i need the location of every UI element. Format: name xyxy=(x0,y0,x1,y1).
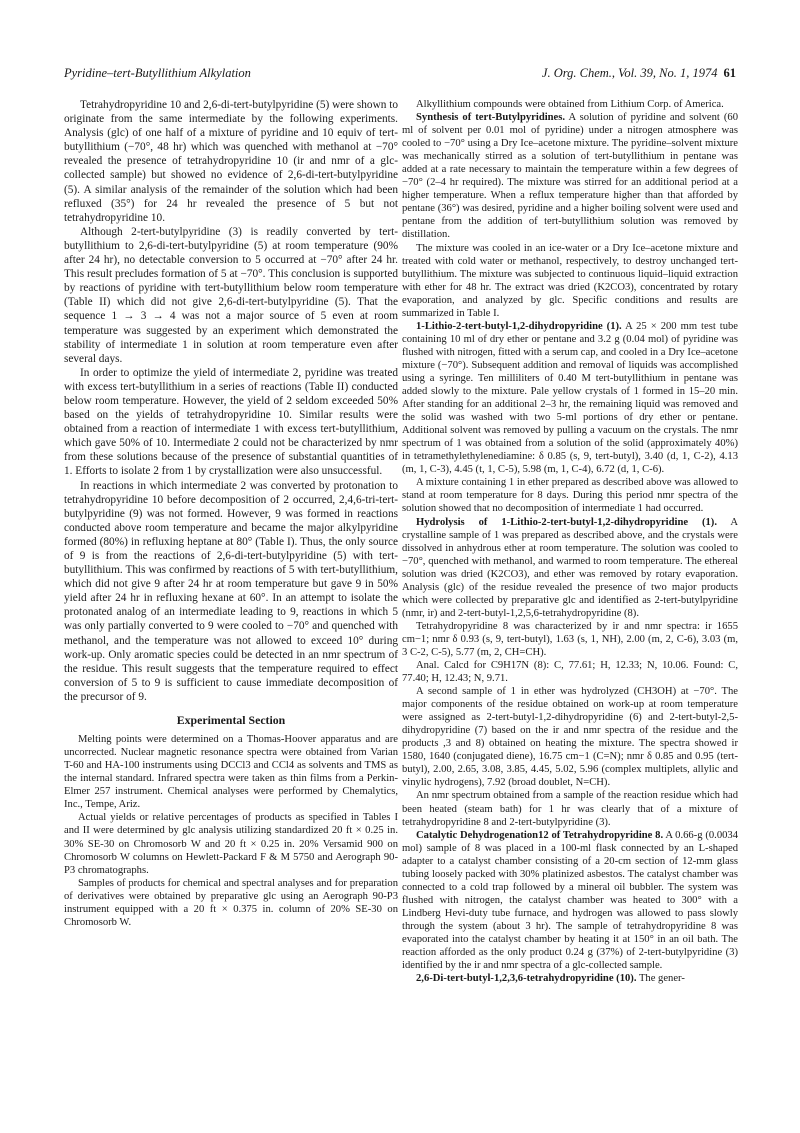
paragraph-text: A 0.66-g (0.0034 mol) sample of 8 was placed in a 100-ml flask connected by an L-shaped adapter to a catalyst chamber consisting of a 20-cm section of 12-mm glass tubing loosely packed with 30% platinized asbestos. The catalyst chamber was connected to a cold trap followed by a mineral oil bubbler. The system was flushed with nitrogen, the catalyst chamber was heated to 300° with a Lindberg Hevi-duty tube furnace, and hydrogen was allowed to pass slowly through the system (about 3 hr). The sample of tetrahydropyridine 8 was evaporated into the catalyst chamber by heating it at 150° in an oil bath. The reaction afforded as the only product 0.24 g (37%) of 2-tert-butylpyridine (3) identified by the ir and nmr spectra of a glc-collected sample. xyxy=(402,829,739,972)
section-heading: Experimental Section xyxy=(176,713,286,728)
paragraph: Anal. Calcd for C9H17N (8): C, 77.61; H, 12.33; N, 10.06. Found: C, 77.40; H, 12.43; N, 9.71. xyxy=(402,660,738,685)
paragraph-text: A 25 × 200 mm test tube containing 10 ml of dry ether or pentane and 3.2 g (0.04 mol) of pyridine was flushed with nitrogen, fitted with a serum cap, and cooled in a Dry Ice–acetone mixture (−70°). Subsequent addition and removal of liquids was accomplished using a syringe. Ten milliliters of 0.40 M tert-butyllithium in pentane was added slowly to the mixture. Pale yellow crystals of 1 formed in 15–20 min. After standing for an additional 2–3 hr, the remaining liquid was removed and the solid was washed with two 5-ml portions of dry ether or pentane. Additional solvent was removed by pulling a vacuum on the crystals. The nmr spectrum of 1 was obtained from a solution of the solid (approximately 40%) in tetramethylethylenediamine: δ 0.85 (s, 9, tert-butyl), 3.40 (d, 1, C-2), 4.13 (m, 1, C-3), 4.45 (t, 1, C-5), 5.98 (m, 1, C-4), 6.72 (d, 1, C-6). xyxy=(402,320,738,476)
journal-citation: J. Org. Chem., Vol. 39, No. 1, 1974 61 xyxy=(541,66,736,80)
running-title: Pyridine–tert-Butyllithium Alkylation xyxy=(64,66,251,80)
paragraph: Tetrahydropyridine 8 was characterized by ir and nmr spectra: ir 1655 cm−1; nmr δ 0.93 (s, 9, tert-butyl), 1.63 (s, 1, NH), 2.00 (m, 2, C-6), 3.03 (m, 3 C-2, C-5), 5.77 (m, 2, CH=CH). xyxy=(402,620,738,658)
paragraph xyxy=(402,972,738,985)
paragraph: Alkyllithium compounds were obtained from Lithium Corp. of America. xyxy=(416,99,724,110)
paragraph: Samples of products for chemical and spectral analyses and for preparation of derivatives were obtained by preparative glc using an Aerograph 90-P3 instrument equipped with a 20 ft × 0.375 in. column of 20% SE-30 on Chromosorb W. xyxy=(64,877,398,928)
paragraph: Melting points were determined on a Thomas-Hoover apparatus and are uncorrected. Nuclear magnetic resonance spectra were obtained from Varian T-60 and HA-100 instruments using DCCl3 and CCl4 as solvents and TMS as the internal standard. Infrared spectra were taken as thin films from a Perkin-Elmer 257 instrument. Chemical analyses were performed by Chemalytics, Inc., Tempe, Ariz. xyxy=(64,734,398,811)
run-in-heading: Hydrolysis of 1-Lithio-2-tert-butyl-1,2-dihydropyridine (1). xyxy=(416,516,717,528)
paragraph: In order to optimize the yield of intermediate 2, pyridine was treated with excess tert-butyllithium in a series of reactions (Table II) conducted below room temperature. However, the yield of 2 seldom exceeded 50% based on the yields of tetrahydropyridine 10. Similar results were obtained from a reaction of intermediate 1 with excess tert-butyllithium, which gave 50% of 10. Intermediate 2 could not be characterized by nmr from these solutions because of the presence of substantial quantities of 1. Efforts to isolate 2 from 1 by crystallization were also unsuccessful. xyxy=(64,366,398,478)
paragraph: The mixture was cooled in an ice-water or a Dry Ice–acetone mixture and treated with cold water or methanol, respectively, to destroy unchanged tert-butyllithium. The mixture was subjected to continuous liquid–liquid extraction with ether for 48 hr. The extract was dried (K2CO3), concentrated by rotary evaporation, and analyzed by glc. Specific conditions and results are summarized in Table I. xyxy=(402,242,738,319)
paragraph: In reactions in which intermediate 2 was converted by protonation to tetrahydropyridine 10 before decomposition of 2 occurred, 2,4,6-tri-tert-butylpyridine (9) was not formed. However, 9 was formed in reactions conducted above room temperature and became the major alkylpyridine formed (80%) in refluxing heptane at 80° (Table I). Thus, the only source of 9 is from the reactions of 2,6-di-tert-butylpyridine (5) with tert-butyllithium. This was confirmed by reactions of 5 with tert-butyllithium, which did not give 9 after 24 hr at room temperature but gave 9 in 50% yield after 24 hr in refluxing hexane at 60°. In an attempt to isolate the protonated analog of an intermediate leading to 9, reactions in which 5 was only partially converted to 9 were cooled to −70° and quenched with methanol, and the temperature was not allowed to exceed 10° during work-up. Only aromatic species could be detected in an nmr spectrum of the residue. This result suggests that the temperature required to effect conversion of 5 to 9 is sufficient to cause immediate decomposition of the precursor of 9. xyxy=(64,479,398,703)
paragraph: A mixture containing 1 in ether prepared as described above was allowed to stand at room temperature for 8 days. During this period nmr spectra of the solution showed that no decomposition of intermediate 1 had occurred. xyxy=(402,477,738,515)
paragraph: Tetrahydropyridine 10 and 2,6-di-tert-butylpyridine (5) were shown to originate from the same intermediate by the following experiments. Analysis (glc) of one half of a mixture of pyridine and 10 equiv of tert-butyllithium (−70°, 48 hr) which was quenched with methanol at −70° revealed the presence of tetrahydropyridine 10 (ir and nmr of a glc-collected sample) but showed no evidence of 2,6-di-tert-butylpyridine (5). A similar analysis of the remainder of the solution which had been refluxed (35°) for 24 hr revealed the presence of 5 but not tetrahydropyridine 10. xyxy=(64,99,398,224)
page-number: 61 xyxy=(723,66,736,80)
running-header xyxy=(64,66,736,82)
paragraph: Actual yields or relative percentages of products as specified in Tables I and II were determined by glc analysis utilizing standardized 20 ft × 0.25 in. 30% SE-30 on Chromosorb W and 20 ft × 0.25 in. 20% Versamid 900 on Chromosorb W columns on Hewlett-Packard F & M 5750 and Aerograph 90-P3 chromatographs. xyxy=(64,812,398,876)
run-in-heading: Catalytic Dehydrogenation12 of Tetrahydropyridine 8. xyxy=(416,829,664,841)
paragraph-text: A crystalline sample of 1 was prepared as described above, and the crystals were dissolved in anhydrous ether at room temperature. The solution was cooled to −70°, quenched with methanol, and warmed to room temperature. The ethereal solution was dried (K2CO3), and ether was removed by rotary evaporation. Analysis (glc) of the residue revealed the presence of two major products which were collected by preparative glc and identified as 2-tert-butylpyridine (nmr, ir) and 2-tert-butyl-1,2,5,6-tetrahydropyridine (8). xyxy=(402,516,738,619)
paragraph-text: The gener- xyxy=(636,973,685,985)
paragraph xyxy=(402,516,738,620)
run-in-heading: 1-Lithio-2-tert-butyl-1,2-dihydropyridine (1). xyxy=(416,320,622,332)
experimental-text xyxy=(64,733,398,929)
paragraph-text: A solution of pyridine and solvent (60 ml of solvent per 0.01 mol of pyridine) under a nitrogen atmosphere was cooled to −70° using a Dry Ice–acetone mixture. The pyridine–solvent mixture was mechanically stirred as a solution of tert-butyllithium in pentane was added at a rate necessary to maintain the temperature within a few degrees of −70° (2–4 hr required). The mixture was stirred for an additional period at a higher temperature. When a reflux temperature higher than that afforded by pentane (36°) was desired, pyridine and a higher boiling solvent were used and pentane from the addition of tert-butyllithium solution was removed by distillation. xyxy=(402,112,739,241)
paragraph: Although 2-tert-butylpyridine (3) is readily converted by tert-butyllithium to 2,6-di-tert-butylpyridine (5) at room temperature (90% after 24 hr), no detectable conversion to 5 occurred at −70° after 24 hr. This result precludes formation of 5 at −70°. This conclusion is supported by reactions of pyridine with tert-butyllithium below room temperature (Table II) which did not give 2,6-di-tert-butylpyridine (5). That the sequence 1 → 3 → 4 was not a major source of 5 even at room temperature was suggested by an experiment which demonstrated the stability of intermediate 1 in solution at room temperature even after several days. xyxy=(64,225,398,365)
paragraph: A second sample of 1 in ether was hydrolyzed (CH3OH) at −70°. The major components of the residue obtained on work-up at room temperature were assigned as 2-tert-butyl-1,2-dihydropyridine (6) and 2-tert-butyl-2,5-dihydropyridine (7) based on the ir and nmr spectra of the residue and the products ,3 and 8) obtained on heating the mixture. The spectra showed ir 1580, 1640 (conjugated diene), 16.75 cm−1 (C=N); nmr δ 0.85 and 0.95 (tert-butyl), 2.00, 2.65, 3.08, 3.85, 4.45, 5.02, 5.96 (complex multiplets, allylic and vinylic hydrogens), 7.92 (broad doublet, N=CH). xyxy=(402,686,738,789)
run-in-heading: 2,6-Di-tert-butyl-1,2,3,6-tetrahydropyridine (10). xyxy=(416,973,637,985)
paragraph xyxy=(402,111,738,241)
left-column xyxy=(64,98,398,929)
paragraph xyxy=(402,829,738,973)
run-in-heading: Synthesis of tert-Butylpyridines. xyxy=(416,112,566,124)
right-column xyxy=(402,98,738,985)
paragraph: An nmr spectrum obtained from a sample of the reaction residue which had been heated (steam bath) for 1 hr was clearly that of a mixture of tetrahydropyridine 8 and 2-tert-butylpyridine (3). xyxy=(402,790,738,828)
paragraph xyxy=(402,320,738,477)
